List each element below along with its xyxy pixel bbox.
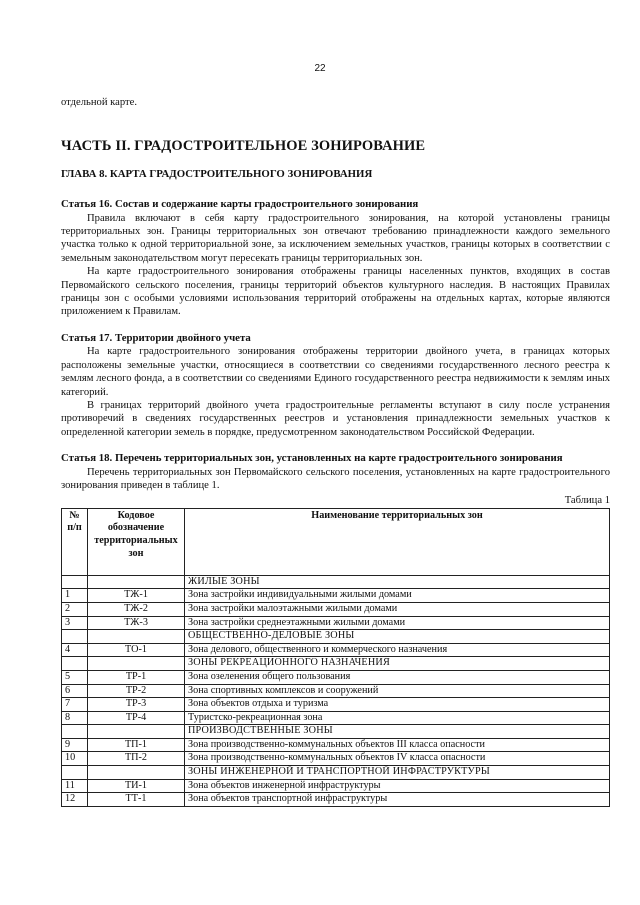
row-number <box>62 575 88 589</box>
row-zone-name: Зона застройки индивидуальными жилыми домами <box>185 589 610 603</box>
row-number <box>62 630 88 644</box>
row-number <box>62 725 88 739</box>
row-zone-name: Зона застройки среднеэтажными жилыми домами <box>185 616 610 630</box>
row-number: 10 <box>62 752 88 766</box>
row-code: ТР-1 <box>88 670 185 684</box>
row-code: ТО-1 <box>88 643 185 657</box>
row-zone-name: Туристско-рекреационная зона <box>185 711 610 725</box>
article-18-paragraph-1: Перечень территориальных зон Первомайского сельского поселения, установленных на карте градостроительного зонирования приведен в таблице 1. <box>61 466 610 491</box>
row-code: ТР-3 <box>88 698 185 712</box>
table-row <box>62 616 610 630</box>
row-number: 1 <box>62 589 88 603</box>
table-row <box>62 779 610 793</box>
row-zone-name: Зона застройки малоэтажными жилыми домами <box>185 602 610 616</box>
row-zone-name: Зона объектов инженерной инфраструктуры <box>185 779 610 793</box>
row-zone-name: ПРОИЗВОДСТВЕННЫЕ ЗОНЫ <box>185 725 610 739</box>
document-body <box>61 96 610 807</box>
row-number: 11 <box>62 779 88 793</box>
article-16-title: Статья 16. Состав и содержание карты градостроительного зонирования <box>61 198 419 211</box>
part-title: ЧАСТЬ II. ГРАДОСТРОИТЕЛЬНОЕ ЗОНИРОВАНИЕ <box>61 138 426 155</box>
header-code: Кодовое обозначение территориальных зон <box>88 508 185 575</box>
row-code: ТЖ-2 <box>88 602 185 616</box>
row-code: ТР-4 <box>88 711 185 725</box>
row-code: ТТ-1 <box>88 793 185 807</box>
row-number: 2 <box>62 602 88 616</box>
lead-text: отдельной карте. <box>61 97 137 108</box>
row-number: 8 <box>62 711 88 725</box>
row-number: 4 <box>62 643 88 657</box>
header-num: № п/п <box>62 508 88 575</box>
row-code <box>88 657 185 671</box>
row-number <box>62 657 88 671</box>
table-group-row <box>62 657 610 671</box>
table-header-row <box>62 508 610 575</box>
row-code: ТП-2 <box>88 752 185 766</box>
row-number: 6 <box>62 684 88 698</box>
table-group-row <box>62 766 610 780</box>
article-16-paragraph-1: Правила включают в себя карту градостроительного зонирования, на которой установлены границы территориальных зон. Границы территориальных зон отвечают требованию принадлежности каждого земельного участка только к одной территориальной зоне, за исключением земельных участков, границы которых в соответствии с земельным законодательством могут пересекать границы территориальных зон. <box>61 212 610 264</box>
table-row <box>62 752 610 766</box>
row-zone-name: Зона производственно-коммунальных объектов III класса опасности <box>185 738 610 752</box>
row-zone-name: ЖИЛЫЕ ЗОНЫ <box>185 575 610 589</box>
table-row <box>62 711 610 725</box>
row-code <box>88 630 185 644</box>
article-17-title: Статья 17. Территории двойного учета <box>61 331 251 344</box>
page-number: 22 <box>314 63 326 74</box>
row-zone-name: Зона производственно-коммунальных объектов IV класса опасности <box>185 752 610 766</box>
row-code: ТР-2 <box>88 684 185 698</box>
row-number: 3 <box>62 616 88 630</box>
article-17-paragraph-1: На карте градостроительного зонирования отображены территории двойного учета, в границах которых расположены земельные участки, относящиеся в соответствии со сведениями государственного лесного реестра к землям лесного фонда, а в соответствии со сведениями Единого государственного реестра недвижимости к землям иных категорий. <box>61 346 610 398</box>
row-zone-name: ОБЩЕСТВЕННО-ДЕЛОВЫЕ ЗОНЫ <box>185 630 610 644</box>
zones-table <box>61 508 610 807</box>
row-number: 7 <box>62 698 88 712</box>
row-number: 12 <box>62 793 88 807</box>
table-group-row <box>62 630 610 644</box>
row-zone-name: ЗОНЫ РЕКРЕАЦИОННОГО НАЗНАЧЕНИЯ <box>185 657 610 671</box>
row-zone-name: ЗОНЫ ИНЖЕНЕРНОЙ И ТРАНСПОРТНОЙ ИНФРАСТРУКТУРЫ <box>185 766 610 780</box>
row-code: ТИ-1 <box>88 779 185 793</box>
table-row <box>62 698 610 712</box>
table-row <box>62 643 610 657</box>
row-number: 9 <box>62 738 88 752</box>
row-zone-name: Зона делового, общественного и коммерческого назначения <box>185 643 610 657</box>
table-row <box>62 793 610 807</box>
row-code <box>88 725 185 739</box>
row-number: 5 <box>62 670 88 684</box>
chapter-title: ГЛАВА 8. КАРТА ГРАДОСТРОИТЕЛЬНОГО ЗОНИРОВАНИЯ <box>61 167 373 180</box>
table-row <box>62 684 610 698</box>
row-zone-name: Зона спортивных комплексов и сооружений <box>185 684 610 698</box>
zones-table-body <box>62 575 610 806</box>
row-code <box>88 575 185 589</box>
table-row <box>62 670 610 684</box>
row-code <box>88 766 185 780</box>
table-group-row <box>62 575 610 589</box>
row-zone-name: Зона объектов транспортной инфраструктуры <box>185 793 610 807</box>
row-number <box>62 766 88 780</box>
row-zone-name: Зона объектов отдыха и туризма <box>185 698 610 712</box>
article-16-paragraph-2: На карте градостроительного зонирования отображены границы населенных пунктов, входящих в состав Первомайского сельского поселения, границы территорий объектов культурного наследия. В настоящих Правилах границы зон с особыми условиями использования территорий отображены на отдельных картах, которые являются приложением к Правилам. <box>61 266 610 318</box>
table-row <box>62 602 610 616</box>
table-group-row <box>62 725 610 739</box>
table-row <box>62 738 610 752</box>
row-code: ТЖ-3 <box>88 616 185 630</box>
article-17-paragraph-2: В границах территорий двойного учета градостроительные регламенты вступают в силу после устранения противоречий в сведениях государственных реестров и установления принадлежности земельных участков к определенной категории земель в порядке, предусмотренном законодательством Российской Федерации. <box>61 399 610 438</box>
table-row <box>62 589 610 603</box>
article-18-title: Статья 18. Перечень территориальных зон, установленных на карте градостроительного зонирования <box>61 452 563 465</box>
table-caption: Таблица 1 <box>564 495 610 507</box>
row-code: ТП-1 <box>88 738 185 752</box>
header-name: Наименование территориальных зон <box>185 508 610 575</box>
row-code: ТЖ-1 <box>88 589 185 603</box>
row-zone-name: Зона озеленения общего пользования <box>185 670 610 684</box>
